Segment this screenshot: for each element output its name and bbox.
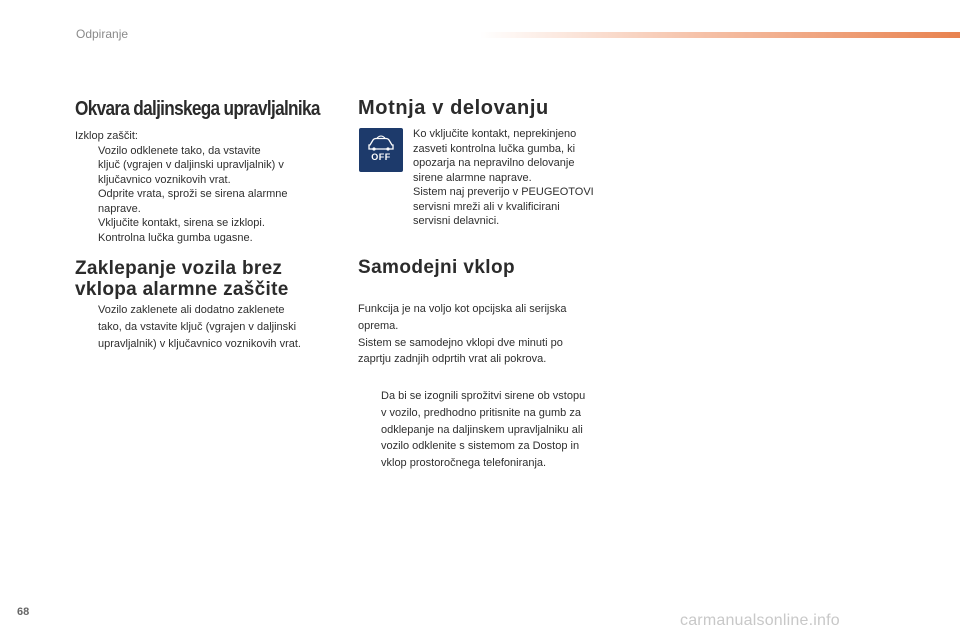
page-number: 68 [17, 606, 30, 618]
body-line: zaprtju zadnjih odprtih vrat ali pokrova. [358, 353, 547, 366]
body-line: zasveti kontrolna lučka gumba, ki [413, 142, 576, 155]
heading-line: vklopa alarmne zaščite [75, 279, 289, 300]
body-line: servisni mreži ali v kvalificirani [413, 200, 560, 213]
automatic-arming-tip [358, 388, 633, 472]
section-heading-malfunction: Motnja v delovanju [358, 97, 549, 119]
list-item-line: naprave. [98, 202, 141, 215]
list-item-line: vozilo odklenite s sistemom za Dostop in [381, 440, 580, 453]
body-line: Ko vključite kontakt, neprekinjeno [413, 128, 577, 140]
list-item-line: ključ (vgrajen v daljinski upravljalnik) v [98, 159, 284, 171]
list-item-line: v vozilo, predhodno pritisnite na gumb za [381, 406, 581, 419]
list-item [75, 144, 345, 188]
header-accent-bar [480, 32, 960, 38]
list-item-line: vklop prostoročnega telefoniranja. [381, 457, 547, 470]
list-item-line: tako, da vstavite ključ (vgrajen v daljinski [98, 320, 297, 333]
body-line: opozarja na nepravilno delovanje [413, 157, 575, 169]
list-item-line: Odprite vrata, sproži se sirena alarmne [98, 188, 288, 200]
body-line: servisni delavnici. [413, 215, 500, 227]
section-heading-locking-without-alarm [75, 258, 289, 300]
list-item [75, 302, 350, 352]
list-item [358, 388, 633, 472]
body-line: Funkcija je na voljo kot opcijska ali serijska [358, 303, 567, 315]
remote-failure-body [75, 129, 345, 245]
alarm-off-icon [359, 128, 403, 172]
watermark: carmanualsonline.info [680, 612, 840, 629]
list-item [75, 216, 345, 245]
list-item-line: upravljalnik) v ključavnico voznikovih vrat. [98, 337, 301, 350]
list-item-line: ključavnico voznikovih vrat. [98, 173, 231, 186]
alarm-off-label: OFF [371, 152, 391, 162]
section-heading-remote-failure: Okvara daljinskega upravljalnika [75, 98, 320, 120]
list-item-line: Vključite kontakt, sirena se izklopi. [98, 217, 265, 229]
malfunction-body [413, 127, 628, 229]
list-item-line: Da bi se izognili sprožitvi sirene ob vstopu [381, 390, 586, 402]
body-line: oprema. [358, 319, 399, 332]
automatic-arming-body [358, 301, 628, 368]
header-title: Odpiranje [76, 27, 129, 41]
list-item-line: Vozilo zaklenete ali dodatno zaklenete [98, 304, 285, 316]
body-line: Sistem naj preverijo v PEUGEOTOVI [413, 186, 594, 198]
list-item-line: Vozilo odklenete tako, da vstavite [98, 144, 261, 157]
intro-text: Izklop zaščit: [75, 130, 138, 142]
list-item-line: Kontrolna lučka gumba ugasne. [98, 231, 253, 244]
heading-line: Zaklepanje vozila brez [75, 258, 283, 279]
list-item [75, 187, 345, 216]
locking-without-alarm-body [75, 302, 350, 352]
body-line: sirene alarmne naprave. [413, 171, 532, 184]
body-line: Sistem se samodejno vklopi dve minuti po [358, 336, 563, 349]
section-heading-automatic-arming: Samodejni vklop [358, 257, 515, 278]
list-item-line: odklepanje na daljinskem upravljalniku ali [381, 423, 583, 436]
